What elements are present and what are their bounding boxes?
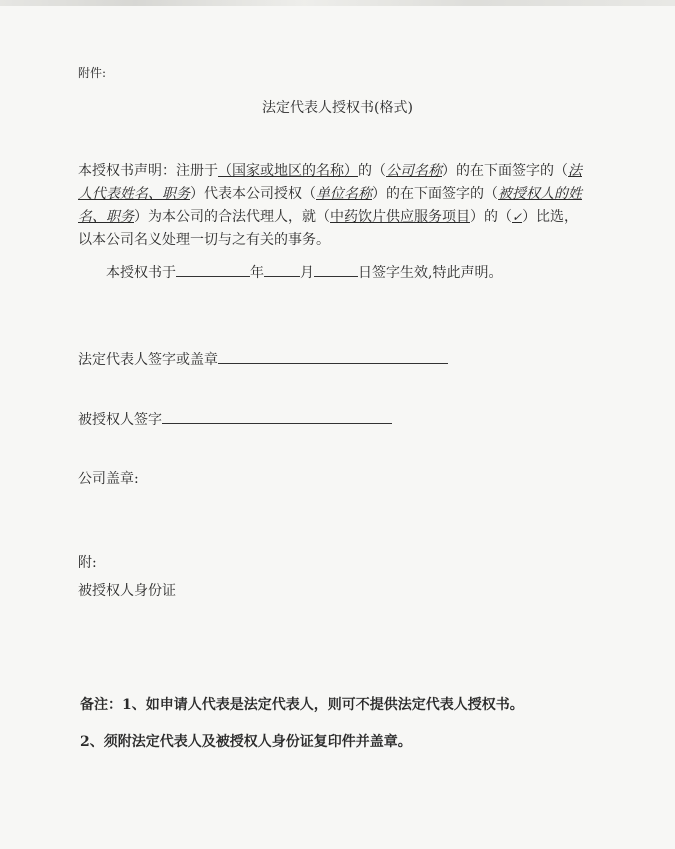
agent-sign-label: 被授权人签字 xyxy=(78,412,162,428)
statement-text: ）的在下面签字的（ xyxy=(442,163,568,179)
statement-text: 本授权书声明：注册于 xyxy=(78,163,218,179)
project-field: 中药饮片供应服务项目 xyxy=(330,209,470,225)
effective-date-line xyxy=(106,262,502,282)
check-mark: ✓ xyxy=(512,210,523,224)
document-title: 法定代表人授权书(格式) xyxy=(262,100,413,116)
month-label: 月 xyxy=(300,265,314,281)
statement-text: ）的（ xyxy=(470,209,512,225)
appendix-label: 附: xyxy=(78,555,97,571)
statement-text: ）比选，以本公司名义处理一切与之有关的事务。 xyxy=(78,209,579,248)
unit-name-field: 单位名称 xyxy=(316,186,372,202)
legal-rep-signature-line xyxy=(218,348,448,364)
statement-text: 的（ xyxy=(358,163,386,179)
attachment-label: 附件: xyxy=(78,66,107,80)
appendix-item: 被授权人身份证 xyxy=(78,583,176,599)
company-seal-label: 公司盖章: xyxy=(78,471,139,487)
effective-prefix: 本授权书于 xyxy=(106,265,176,281)
remark-2: 2、须附法定代表人及被授权人身份证复印件并盖章。 xyxy=(80,734,412,750)
legal-rep-signature-row xyxy=(78,348,448,369)
agent-field: 被授权人的姓名、职务 xyxy=(78,186,582,225)
statement-text: ）的在下面签字的（ xyxy=(372,186,498,202)
remark-1: 备注：1、如申请人代表是法定代表人，则可不提供法定代表人授权书。 xyxy=(80,697,524,713)
month-blank xyxy=(264,262,300,277)
scan-edge xyxy=(0,0,675,6)
year-label: 年 xyxy=(250,265,264,281)
country-field: （国家或地区的名称） xyxy=(218,163,358,179)
company-name-field: 公司名称 xyxy=(386,163,442,179)
statement-text: ）为本公司的合法代理人，就（ xyxy=(134,209,330,225)
day-blank xyxy=(314,262,358,277)
agent-signature-line xyxy=(162,408,392,424)
effective-suffix: 日签字生效,特此声明。 xyxy=(358,265,503,281)
legal-rep-sign-label: 法定代表人签字或盖章 xyxy=(78,352,218,368)
statement-text: ）代表本公司授权（ xyxy=(190,186,316,202)
agent-signature-row xyxy=(78,408,392,429)
legal-rep-field: 法人代表姓名、职务 xyxy=(78,163,582,202)
year-blank xyxy=(176,262,250,277)
authorization-statement xyxy=(78,160,590,252)
